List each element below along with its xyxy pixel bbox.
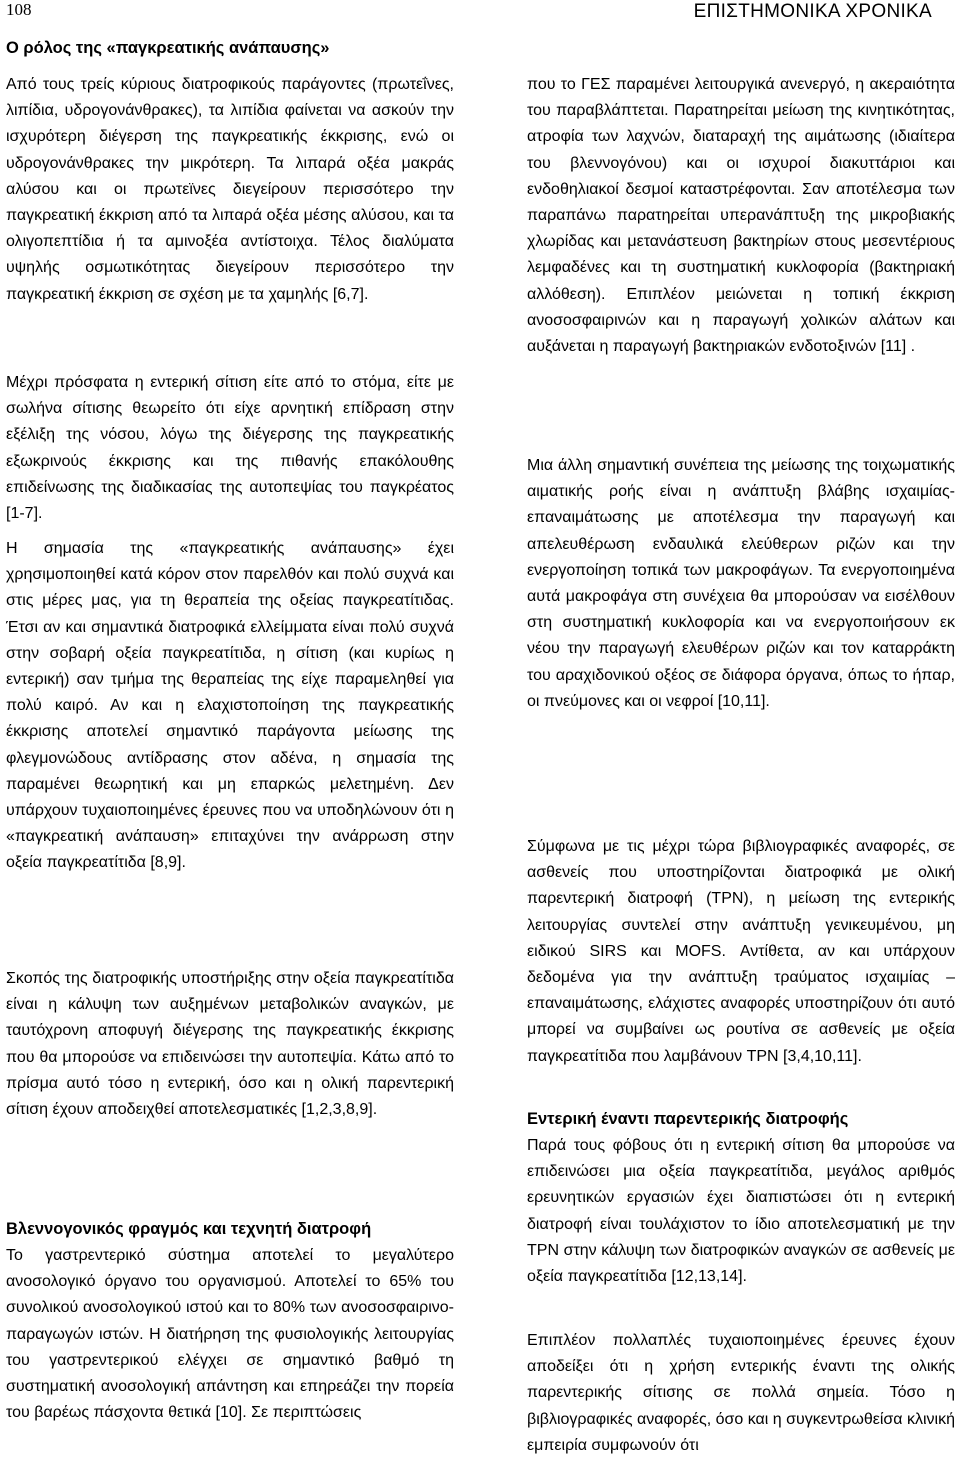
paragraph: Μια άλλη σημαντική συνέπεια της μείωσης της τοιχωματικής αιματικής ροής είναι η ανάπτυξη βλάβης ισχαιμίας-επαναιμάτωσης με αποτέλεσμα την παραγωγή και απελευθέρωση ενδαυλικά ελεύθερων ριζών και την ενεργοποίηση τοπικά των μακροφάγων. Τα ενεργοποιημένα αυτά μακροφάγα στη συνέχεια θα μπορούσαν να εισέλθουν στη συστηματική κυκλοφορία και να ενεργοποιήσουν εκ νέου την παραγωγή ελευθέρων ριζών και τον καταρράκτη του αραχιδονικού οξέος σε διάφορα όργανα, όπως το ήπαρ, οι πνεύμονες και οι νεφροί [10,11]. [527, 457, 955, 710]
section-heading-mucosal-barrier: Βλεννογονικός φραγμός και τεχνητή διατροφή [6, 1220, 372, 1238]
paragraph: Επιπλέον πολλαπλές τυχαιοποιημένες έρευνες έχουν αποδείξει ότι η χρήση εντερικής έναντι της ολικής παρεντερικής σίτισης σε πολλά σημεία. Τόσο η βιβλιογραφικές αναφορές, όσο και η συγκεντρωθείσα κλινική εμπειρία συμφωνούν ότι [527, 1332, 955, 1454]
journal-title: ΕΠΙΣΤΗΜΟΝΙΚΑ ΧΡΟΝΙΚΑ [693, 1, 932, 22]
paragraph: Το γαστρεντερικό σύστημα αποτελεί το μεγαλύτερο ανοσολογικό όργανο του οργανισμού. Αποτελεί το 65% του συνολικού ανοσολογικού ιστού και το 80% των ανοσοσφαιρινο-παραγωγών ιστών. Η διατήρηση της φυσιολογικής λειτουργίας του γαστρεντερικού ελέγχει σε σημαντικό βαθμό τη συστηματική ανοσολογική απάντηση και επηρεάζει την πορεία του βαρέως πάσχοντα θετικά [10]. Σε περιπτώσεις [6, 1247, 454, 1422]
section-heading-pancreatic-rest: Ο ρόλος της «παγκρεατικής ανάπαυσης» [6, 39, 330, 57]
paragraph: Από τους τρείς κύριους διατροφικούς παράγοντες (πρωτεΐνες, λιπίδια, υδρογονάνθρακες), τα λιπίδια φαίνεται να ασκούν την ισχυρότερη διέγερση της παγκρεατικής έκκρισης, ενώ οι υδρογονάνθρακες την μικρότερη. Τα λιπαρά οξέα μακράς αλύσου και οι πρωτεϊνες διεγείρουν περισσότερο την παγκρεατική έκκριση από τα λιπαρά οξέα μέσης αλύσου, και τα ολιγοπεπτίδια ή τα αμινοξέα αντίστοιχα. Τέλος διαλύματα υψηλής οσμωτικότητας διεγείρουν περισσότερο την παγκρεατική έκκριση σε σχέση με τα χαμηλής [6,7]. [6, 76, 454, 303]
page-number: 108 [6, 0, 32, 19]
paragraph: Μέχρι πρόσφατα η εντερική σίτιση είτε από το στόμα, είτε με σωλήνα σίτισης θεωρείτο ότι είχε αρνητική επίδραση στην εξέλιξη της νόσου, λόγω της διέγερσης της παγκρεατικής εξωκρινούς έκκρισης και της πιθανής επακόλουθης επιδείνωσης της διαδικασίας της αυτοπεψίας του παγκρέατος [1-7]. [6, 374, 454, 523]
paragraph: Παρά τους φόβους ότι η εντερική σίτιση θα μπορούσε να επιδεινώσει μια οξεία παγκρεατίτιδα, μεγάλος αριθμός ερευνητικών εργασιών έχει διαπιστώσει ότι η εντερική διατροφή είναι τουλάχιστον το ίδιο αποτελεσματική με την TPN στην κάλυψη των διατροφικών αναγκών σε ασθενείς με οξεία παγκρεατίτιδα [12,13,14]. [527, 1137, 955, 1286]
paragraph: που το ΓΕΣ παραμένει λειτουργικά ανενεργό, η ακεραιότητα του παραβλάπτεται. Παρατηρείται μείωση της κινητικότητας, ατροφία των λαχνών, διαταραχή της αιμάτωσης (ιδιαίτερα του βλεννογόνου) και οι ισχυροί διακυττάριοι και ενδοθηλιακοί δεσμοί καταστρέφονται. Σαν αποτέλεσμα των παραπάνω παρατηρείται υπερανάπτυξη της μικροβιακής χλωρίδας και μετανάστευση βακτηρίων στους μεσεντέριους λεμφαδένες και τη συστηματική κυκλοφορία (βακτηριακή αλλόθεση). Επιπλέον μειώνεται η τοπική έκκριση ανοσοσφαιρινών και η παραγωγή χολικών αλάτων και αυξάνεται η παραγωγή βακτηριακών ενδοτοξινών [11] . [527, 76, 955, 356]
section-heading-enteral-vs-parenteral: Εντερική έναντι παρεντερικής διατροφής [527, 1110, 849, 1128]
paragraph: Σύμφωνα με τις μέχρι τώρα βιβλιογραφικές αναφορές, σε ασθενείς που υποστηρίζονται διατροφικά με ολική παρεντερική διατροφή (TPN), η μείωση της εντερικής λειτουργίας συντελεί στην ανάπτυξη γενικευμένου, μη ειδικού SIRS και MOFS. Αντίθετα, αν και υπάρχουν δεδομένα για την ανάπτυξη τραύματος ισχαιμίας – επαναιμάτωσης, ελάχιστες αναφορές υποστηρίζουν ότι αυτό μπορεί να συμβαίνει ως ρουτίνα σε ασθενείς με οξεία παγκρεατίτιδα που λαμβάνουν TPN [3,4,10,11]. [527, 838, 955, 1065]
paragraph: Σκοπός της διατροφικής υποστήριξης στην οξεία παγκρεατίτιδα είναι η κάλυψη των αυξημένων μεταβολικών αναγκών, με ταυτόχρονη αποφυγή διέγερσης της παγκρεατικής έκκρισης που θα μπορούσε να επιδεινώσει την αυτοπεψία. Κάτω από το πρίσμα αυτό τόσο η εντερική, όσο και η ολική παρεντερική σίτιση έχουν αποδειχθεί αποτελεσματικές [1,2,3,8,9]. [6, 970, 454, 1119]
paragraph: Η σημασία της «παγκρεατικής ανάπαυσης» έχει χρησιμοποιηθεί κατά κόρον στον παρελθόν και πολύ συχνά και στις μέρες μας, για τη θεραπεία της οξείας παγκρεατίτιδας. Έτσι αν και σημαντικά διατροφικά ελλείμματα είναι πολύ συχνά στην σοβαρή οξεία παγκρεατίτιδα, η σίτιση (και κυρίως η εντερική) σαν τμήμα της θεραπείας της είχε παραμεληθεί για πολύ καιρό. Αν και η ελαχιστοποίηση της παγκρεατικής έκκρισης αποτελεί σημαντικό παράγοντα μείωσης της φλεγμονώδους αντίδρασης στον αδένα, η σημασία της παραμένει θεωρητική και μη επαρκώς μελετημένη. Δεν υπάρχουν τυχαιοποιημένες έρευνες που να υποδηλώνουν ότι η «παγκρεατική ανάπαυση» επιταχύνει την ανάρρωση στην οξεία παγκρεατίτιδα [8,9]. [6, 540, 454, 872]
